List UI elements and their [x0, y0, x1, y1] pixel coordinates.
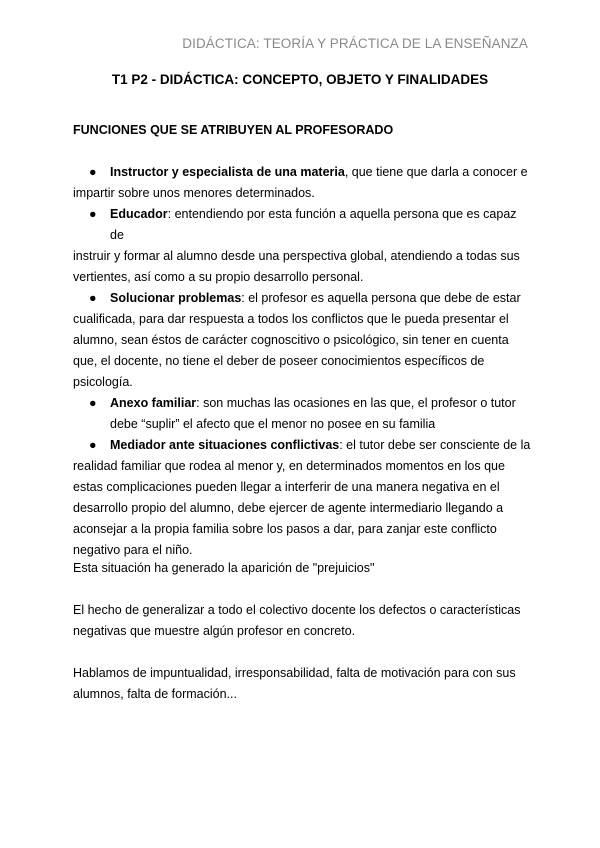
- list-item-first-line: [73, 435, 533, 456]
- list-item: [73, 435, 533, 561]
- list-item: [73, 162, 533, 204]
- list-item-text: : son muchas las ocasiones en las que, el profesor o tutor: [196, 396, 516, 410]
- list-item-continuation: cualificada, para dar respuesta a todos los conflictos que le pueda presentar el alumno, sean éstos de carácter cognoscitivo o psicológico, sin tener en cuenta que, el docente, no tiene el deber de poseer conocimientos específicos de psicología.: [73, 312, 509, 389]
- bullet-icon: ●: [89, 165, 97, 179]
- list-item: [73, 288, 533, 393]
- paragraph-prejuicios: Esta situación ha generado la aparición de "prejuicios": [73, 561, 375, 575]
- list-item-term: Instructor y especialista de una materia: [110, 165, 345, 179]
- list-item-text: , que tiene que darla a conocer e: [344, 165, 528, 179]
- list-item-text: : el profesor es aquella persona que debe de estar: [241, 291, 521, 305]
- document-title: T1 P2 - DIDÁCTICA: CONCEPTO, OBJETO Y FINALIDADES: [111, 72, 489, 87]
- running-header: DIDÁCTICA: TEORÍA Y PRÁCTICA DE LA ENSEÑANZA: [182, 36, 528, 51]
- list-item: [73, 204, 533, 288]
- list-item-term: Anexo familiar: [110, 396, 197, 410]
- list-item-continuation: debe “suplir” el afecto que el menor no posee en su familia: [110, 417, 436, 431]
- list-item-first-line: [73, 204, 533, 246]
- bullet-icon: ●: [89, 207, 97, 221]
- bullet-icon: ●: [89, 396, 97, 410]
- section-heading: FUNCIONES QUE SE ATRIBUYEN AL PROFESORADO: [73, 123, 394, 137]
- bullet-icon: ●: [89, 438, 97, 452]
- functions-list: [73, 162, 533, 561]
- paragraph-generalizar: El hecho de generalizar a todo el colectivo docente los defectos o características negativas que muestre algún profesor en concreto.: [73, 603, 521, 638]
- list-item-term: Solucionar problemas: [110, 291, 242, 305]
- list-item-continuation: impartir sobre unos menores determinados.: [73, 186, 315, 200]
- list-item-first-line: [73, 288, 533, 309]
- list-item-first-line: [73, 393, 533, 414]
- list-item-text: : entendiendo por esta función a aquella persona que es capaz de: [110, 207, 517, 242]
- bullet-icon: ●: [89, 291, 97, 305]
- list-item-first-line: [73, 162, 533, 183]
- list-item-continuation: realidad familiar que rodea al menor y, en determinados momentos en los que estas complicaciones pueden llegar a interferir de una manera negativa en el desarrollo propio del alumno, debe ejercer de agente intermediario llegando a aconsejar a la propia familia sobre los pasos a dar, para zanjar este conflicto negativo para el niño.: [73, 459, 505, 557]
- paragraph-defectos: Hablamos de impuntualidad, irresponsabilidad, falta de motivación para con sus alumnos, falta de formación...: [73, 666, 516, 701]
- list-item-term: Educador: [110, 207, 168, 221]
- list-item-term: Mediador ante situaciones conflictivas: [110, 438, 340, 452]
- list-item: [73, 393, 533, 435]
- list-item-continuation: instruir y formar al alumno desde una perspectiva global, atendiendo a todas sus vertientes, así como a su propio desarrollo personal.: [73, 249, 520, 284]
- list-item-text: : el tutor debe ser consciente de la: [339, 438, 531, 452]
